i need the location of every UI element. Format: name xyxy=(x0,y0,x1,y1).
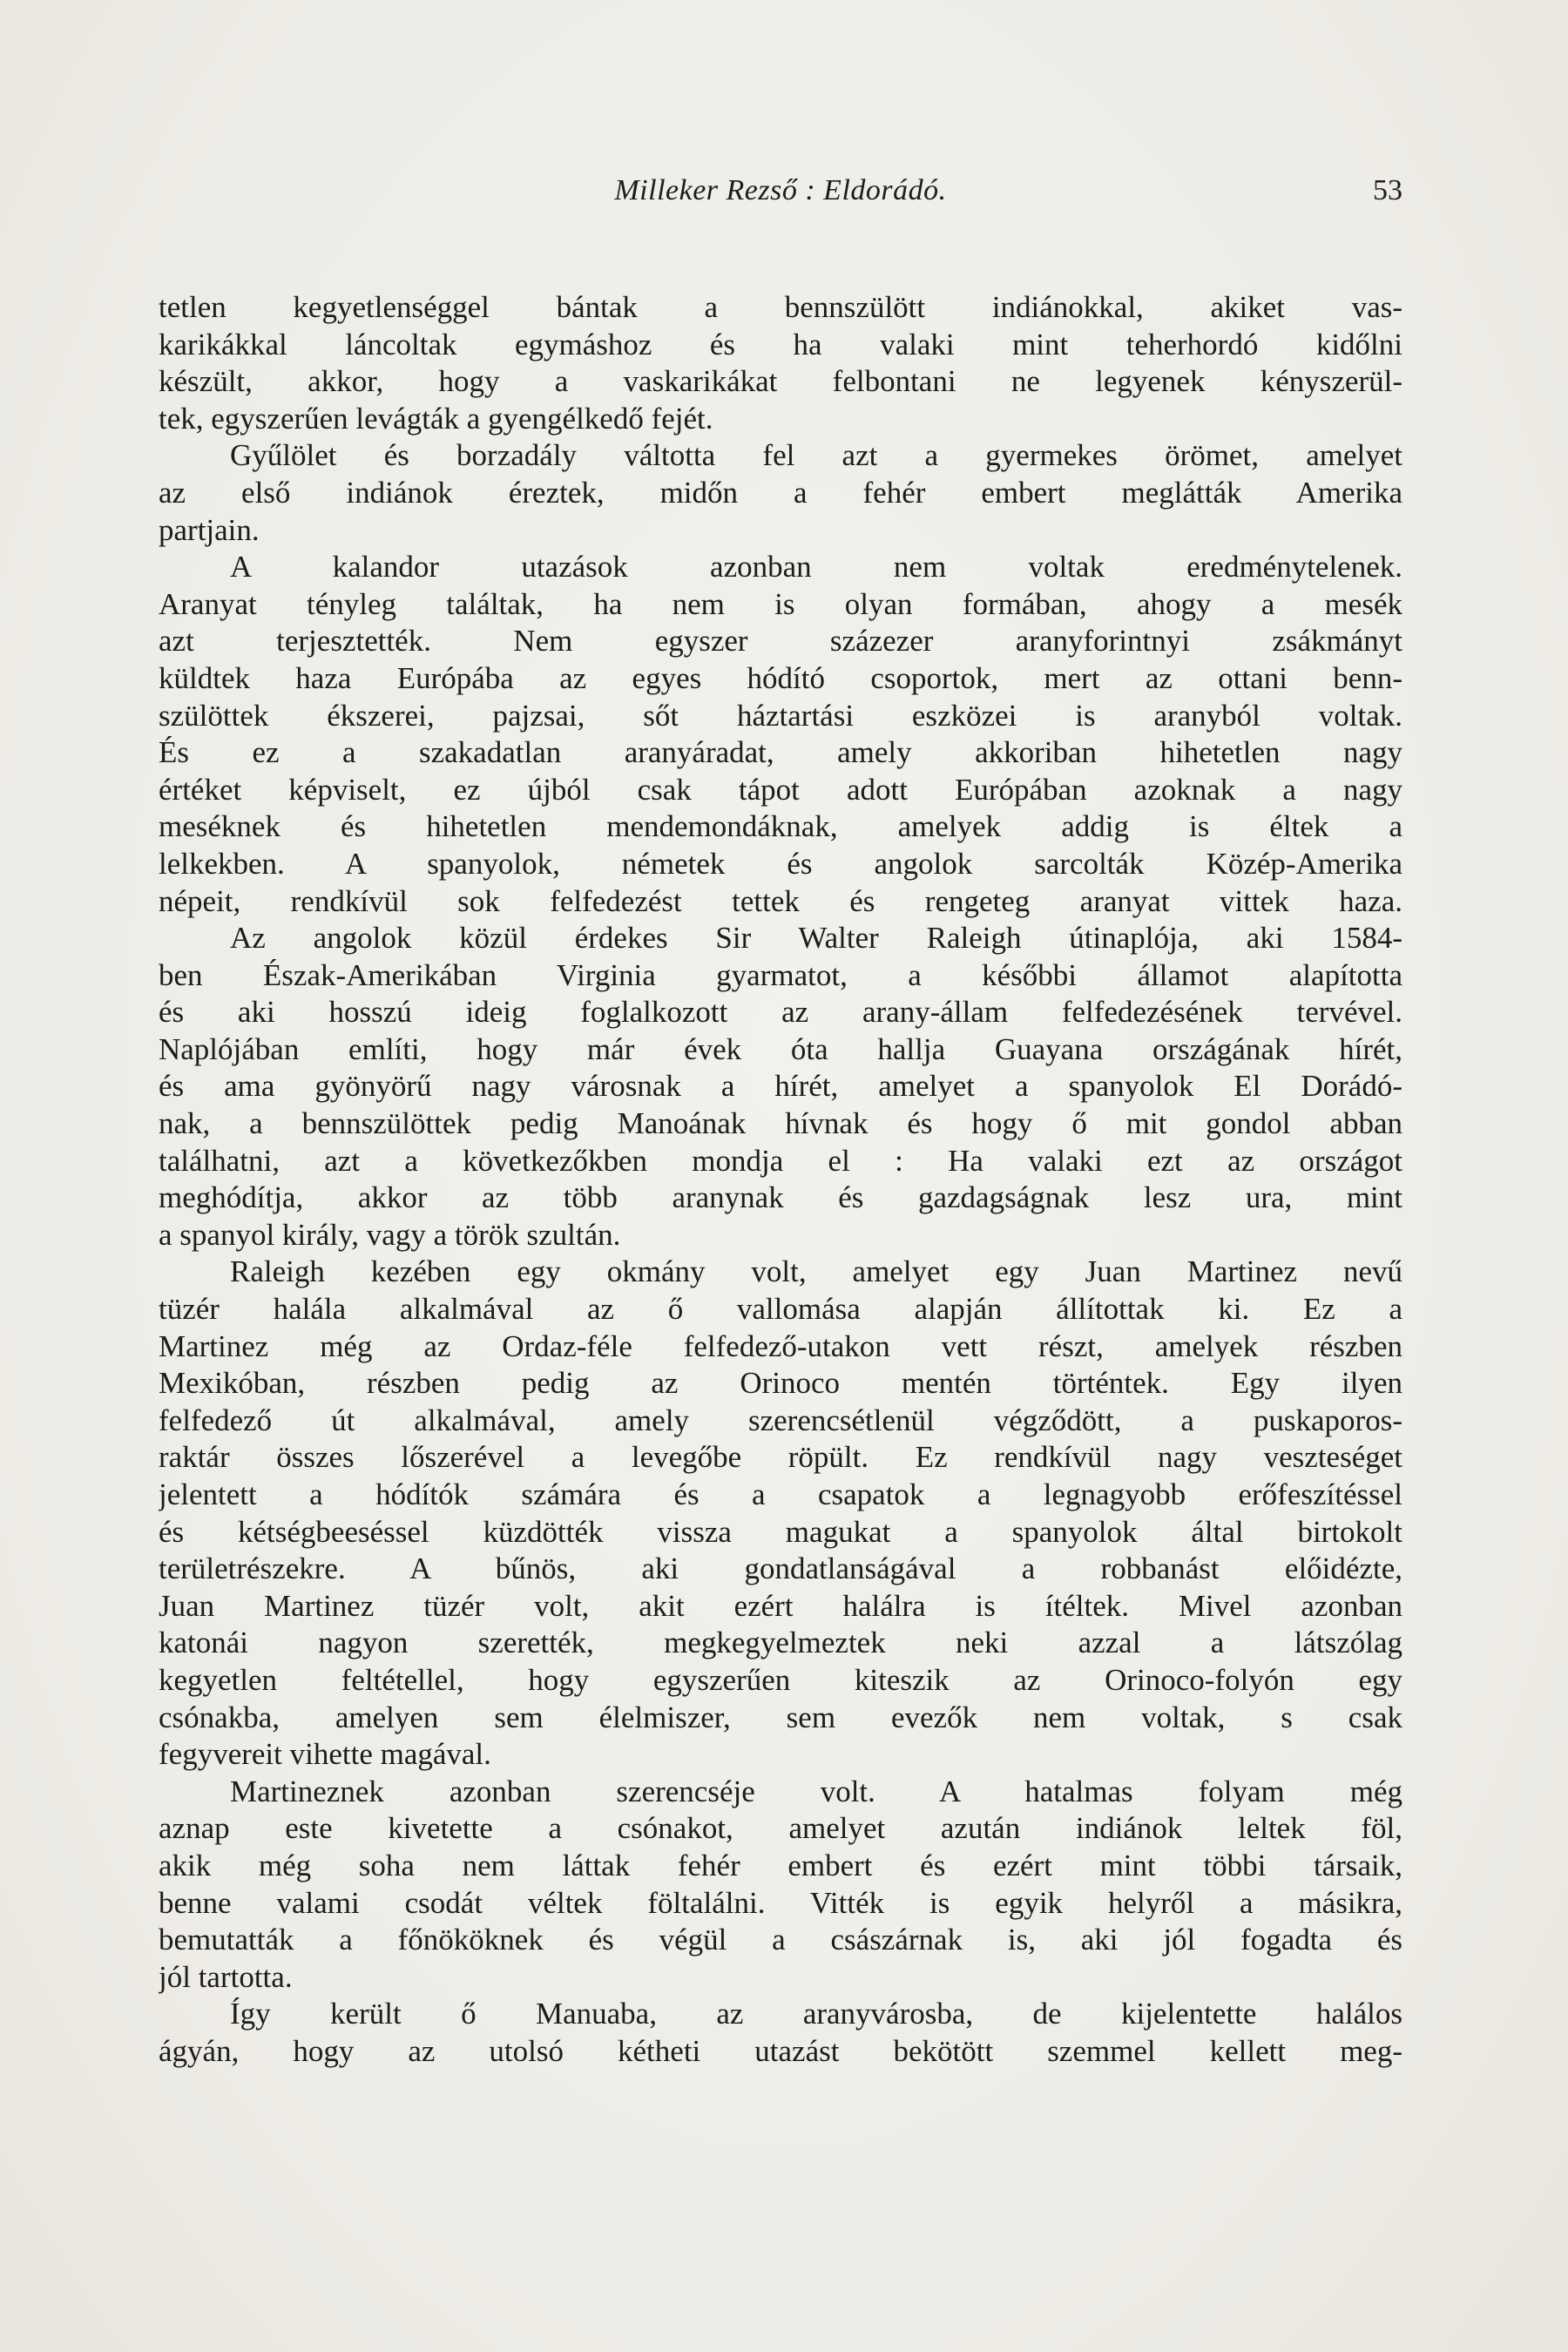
text-line: küldtek haza Európába az egyes hódító csoportok, mert az ottani benn- xyxy=(159,660,1402,695)
text-line: és ama gyönyörű nagy városnak a hírét, amelyet a spanyolok El Dorádó- xyxy=(159,1069,1402,1104)
text-line: jelentett a hódítók számára és a csapatok a legnagyobb erőfeszítéssel xyxy=(159,1477,1402,1511)
text-line: És ez a szakadatlan aranyáradat, amely akkoriban hihetetlen nagy xyxy=(159,735,1402,770)
text-line: népeit, rendkívül sok felfedezést tettek és rengeteg aranyat vittek haza. xyxy=(159,883,1402,918)
text-line: területrészekre. A bűnös, aki gondatlanságával a robbanást előidézte, xyxy=(159,1551,1402,1586)
running-title: Milleker Rezső : Eldorádó. xyxy=(614,174,947,206)
text-line: raktár összes lőszerével a levegőbe röpült. Ez rendkívül nagy veszteséget xyxy=(159,1440,1402,1475)
text-line: értéket képviselt, ez újból csak tápot adott Európában azoknak a nagy xyxy=(159,772,1402,807)
text-line: az első indiánok éreztek, midőn a fehér embert meglátták Amerika xyxy=(159,475,1402,510)
text-line: A kalandor utazások azonban nem voltak eredménytelenek. xyxy=(230,550,1402,585)
text-line: és kétségbeeséssel küzdötték vissza magukat a spanyolok által birtokolt xyxy=(159,1514,1402,1549)
text-line: Naplójában említi, hogy már évek óta hallja Guayana országának hírét, xyxy=(159,1031,1402,1066)
text-line: Így került ő Manuaba, az aranyvárosba, de kijelentette halálos xyxy=(230,1997,1402,2031)
text-line: katonái nagyon szerették, megkegyelmeztek neki azzal a látszólag xyxy=(159,1625,1402,1660)
text-line: tek, egyszerűen levágták a gyengélkedő fejét. xyxy=(159,401,713,436)
text-line: nak, a bennszülöttek pedig Manoának hívnak és hogy ő mit gondol abban xyxy=(159,1106,1402,1141)
text-line: jól tartotta. xyxy=(159,1959,293,1994)
text-line: partjain. xyxy=(159,512,260,547)
text-line: tüzér halála alkalmával az ő vallomása alapján állítottak ki. Ez a xyxy=(159,1292,1402,1327)
text-line: meghódítja, akkor az több aranynak és gazdagságnak lesz ura, mint xyxy=(159,1180,1402,1215)
page-number: 53 xyxy=(1373,174,1402,206)
text-line: fegyvereit vihette magával. xyxy=(159,1737,491,1772)
text-line: a spanyol király, vagy a török szultán. xyxy=(159,1217,621,1252)
text-line: azt terjesztették. Nem egyszer százezer aranyforintnyi zsákmányt xyxy=(159,624,1402,659)
text-line: kegyetlen feltétellel, hogy egyszerűen kiteszik az Orinoco-folyón egy xyxy=(159,1662,1402,1697)
text-line: Raleigh kezében egy okmány volt, amelyet egy Juan Martinez nevű xyxy=(230,1254,1402,1289)
text-line: Juan Martinez tüzér volt, akit ezért halálra is ítéltek. Mivel azonban xyxy=(159,1588,1402,1623)
text-line: meséknek és hihetetlen mendemondáknak, amelyek addig is éltek a xyxy=(159,809,1402,844)
text-line: felfedező út alkalmával, amely szerencsétlenül végződött, a puskaporos- xyxy=(159,1402,1402,1437)
text-line: Aranyat tényleg találtak, ha nem is olyan formában, ahogy a mesék xyxy=(159,586,1402,621)
text-line: benne valami csodát véltek föltalálni. Vitték is egyik helyről a másikra, xyxy=(159,1885,1402,1920)
text-line: karikákkal láncoltak egymáshoz és ha valaki mint teherhordó kidőlni xyxy=(159,327,1402,362)
text-line: bemutatták a főnököknek és végül a császárnak is, aki jól fogadta és xyxy=(159,1923,1402,1957)
text-line: ben Észak-Amerikában Virginia gyarmatot, a későbbi államot alapította xyxy=(159,957,1402,992)
text-line: Az angolok közül érdekes Sir Walter Raleigh útinaplója, aki 1584- xyxy=(230,921,1402,956)
text-line: Martineznek azonban szerencséje volt. A hatalmas folyam még xyxy=(230,1774,1402,1808)
text-line: találhatni, azt a következőkben mondja el : Ha valaki ezt az országot xyxy=(159,1143,1402,1178)
page-header xyxy=(159,174,1402,218)
body-text xyxy=(159,289,1402,2071)
text-line: akik még soha nem láttak fehér embert és ezért mint többi társaik, xyxy=(159,1848,1402,1882)
text-line: ágyán, hogy az utolsó kétheti utazást bekötött szemmel kellett meg- xyxy=(159,2033,1402,2068)
text-line: lelkekben. A spanyolok, németek és angolok sarcolták Közép-Amerika xyxy=(159,846,1402,881)
text-line: Martinez még az Ordaz-féle felfedező-utakon vett részt, amelyek részben xyxy=(159,1328,1402,1363)
text-line: Gyűlölet és borzadály váltotta fel azt a gyermekes örömet, amelyet xyxy=(230,438,1402,473)
text-line: tetlen kegyetlenséggel bántak a bennszülött indiánokkal, akiket vas- xyxy=(159,290,1402,324)
text-line: aznap este kivetette a csónakot, amelyet azután indiánok leltek föl, xyxy=(159,1811,1402,1846)
text-line: készült, akkor, hogy a vaskarikákat felbontani ne legyenek kényszerül- xyxy=(159,364,1402,399)
text-line: csónakba, amelyen sem élelmiszer, sem evezők nem voltak, s csak xyxy=(159,1700,1402,1734)
text-line: szülöttek ékszerei, pajzsai, sőt háztartási eszközei is aranyból voltak. xyxy=(159,698,1402,733)
text-line: és aki hosszú ideig foglalkozott az arany-állam felfedezésének tervével. xyxy=(159,995,1402,1030)
text-line: Mexikóban, részben pedig az Orinoco mentén történtek. Egy ilyen xyxy=(159,1366,1402,1401)
